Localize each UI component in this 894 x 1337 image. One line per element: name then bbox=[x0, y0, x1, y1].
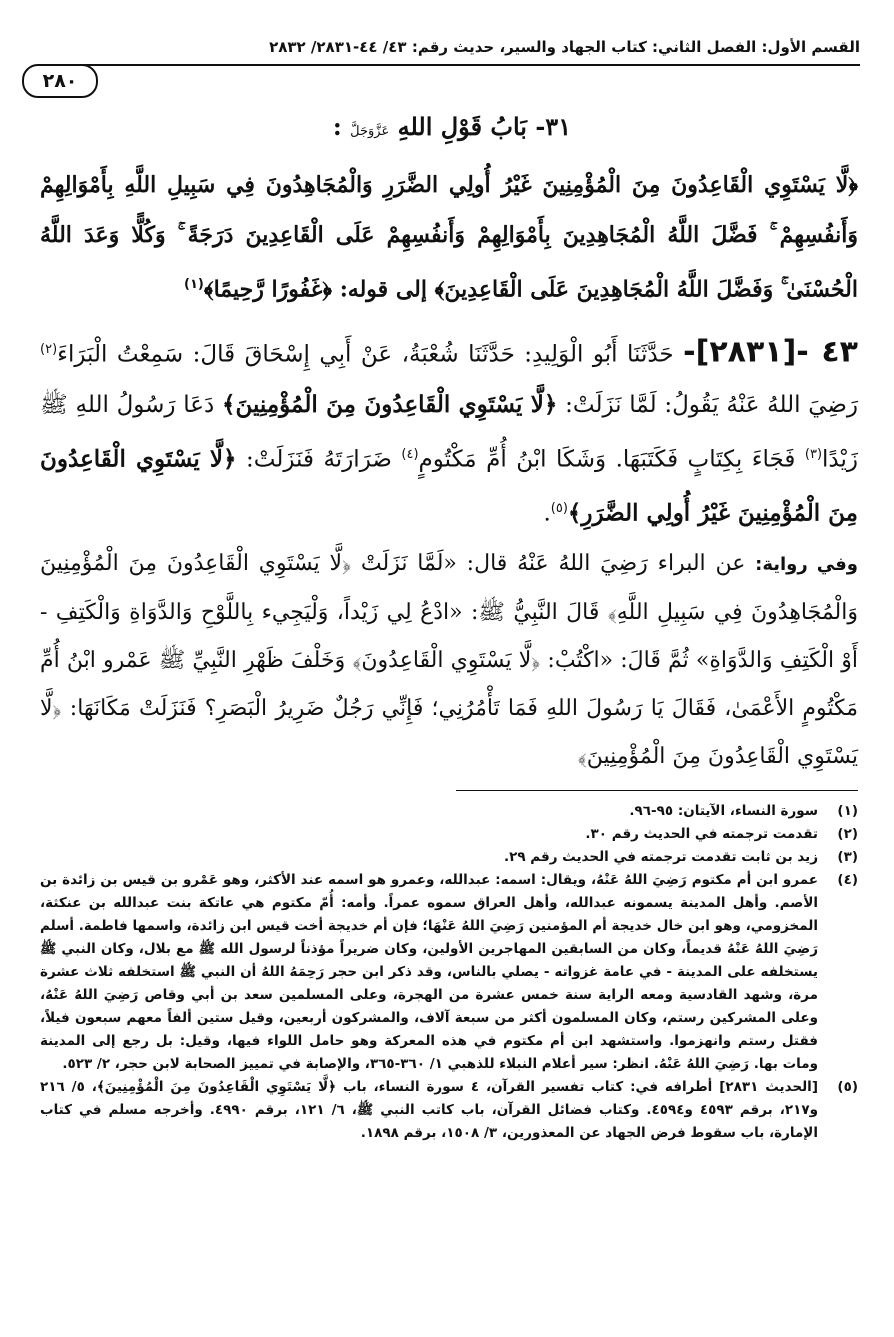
hadith-part-1: حَدَّثَنَا أَبُو الْوَلِيدِ: حَدَّثَنَا شُعْبَةُ، عَنْ أَبِي إِسْحَاقَ قَالَ: سَمِعْتُ الْبَرَاءَ bbox=[57, 341, 674, 368]
hadith-part-4: فَجَاءَ بِكِتَابٍ فَكَتَبَهَا. وَشَكَا ابْنُ أُمِّ مَكْتُومٍ bbox=[418, 446, 796, 473]
header-rule bbox=[80, 64, 860, 66]
footnote-ref-3[interactable]: (٣) bbox=[804, 446, 823, 462]
variant-narration bbox=[40, 540, 858, 785]
hadith-quote-1: ﴿لَّا يَسْتَوِي الْقَاعِدُونَ مِنَ الْمُؤْمِنِينَ﴾ bbox=[221, 390, 558, 418]
footnote bbox=[40, 823, 858, 846]
footnote-number: (١) bbox=[837, 803, 858, 819]
hadith-quote-2: ﴿لَّا يَسْتَوِي الْقَاعِدُونَ مِنَ الْمُؤْمِنِينَ غَيْرُ أُولِي الضَّرَرِ﴾ bbox=[40, 445, 858, 527]
footnote-ref-5[interactable]: (٥) bbox=[550, 501, 568, 517]
footnote-text: عمرو ابن أم مكتوم رَضِيَ اللهُ عَنْهُ، ويقال: اسمه: عبدالله، وعمرو هو اسمه عند الأكثر، وهو عَمْرو بن قيس بن زائدة بن الأصم. وأهل المدينة يسمونه عبدالله، وأهل العراق سموه عمراً. وأمه: أُمّ مكتوم هي عاتكة بنت عبدالله بن عنكثة، المخزومي، وهو ابن خال خديجة أم المؤمنين رَضِيَ اللهُ عَنْهَا؛ فإن أم خديجة أخت قيس ابن زائدة، واسمها فاطمة. أسلم رَضِيَ اللهُ عَنْهُ قديماً، وكان من السابقين المهاجرين الأولين، وكان ضريراً مؤذناً لرسول الله ﷺ مع بلال، وكان النبي ﷺ يستخلفه على المدينة - في عامة غزواته - يصلي بالناس، وقد ذكر ابن حجر رَحِمَهُ اللهُ أن النبي ﷺ استخلفه ثلاث عشرة مرة، وشهد القادسية ومعه الراية سنة خمس عشرة من الهجرة، وعلى المسلمين سعد بن أبي وقاص رَضِيَ اللهُ عَنْهُ، وعلى المشركين رستم، وكان المسلمون أكثر من سبعة آلاف، والمشركون أربعين، وقيل ستين ألفاً معهم سبعون فيلاً، فقتل رستم وانهزموا. واستشهد ابن أم مكتوم في هذه المعركة وهو حامل اللواء فيها، وقيل: بل رجع إلى المدينة ومات بها. رَضِيَ اللهُ عَنْهُ. انظر: سير أعلام النبلاء للذهبي ١/ ٣٦٠-٣٦٥، والإصابة في تمييز الصحابة لابن حجر، ٢/ ٥٢٣. bbox=[40, 872, 818, 1072]
footnote-number: (٤) bbox=[837, 872, 858, 888]
footnote-ref-1[interactable]: (١) bbox=[184, 277, 204, 292]
footnote bbox=[40, 1076, 858, 1145]
footnote-text: [الحديث ٢٨٣١] أطرافه في: كتاب تفسير القرآن، ٤ سورة النساء، باب ﴿لَّا يَسْتَوِي الْقَاعِدُونَ مِنَ الْمُؤْمِنِينَ﴾، ٥/ ٢١٦ و٢١٧، برقم ٤٥٩٣ و٤٥٩٤. وكتاب فضائل القرآن، باب كاتب النبي ﷺ، ٦/ ١٢١، برقم ٤٩٩٠. وأخرجه مسلم في كتاب الإمارة، باب سقوط فرض الجهاد عن المعذورين، ٣/ ١٥٠٨، برقم ١٨٩٨. bbox=[40, 1079, 819, 1141]
footnote bbox=[40, 869, 858, 1076]
footnote bbox=[40, 846, 858, 869]
footnote bbox=[40, 800, 858, 823]
hadith-part-5: ضَرَارَتَهُ فَنَزَلَتْ: bbox=[246, 446, 392, 473]
hadith-part-2: رَضِيَ اللهُ عَنْهُ يَقُولُ: لَمَّا نَزَلَتْ: bbox=[565, 391, 859, 418]
narration-lead: وفي رواية: bbox=[755, 554, 858, 575]
running-header: القسم الأول: الفصل الثاني: كتاب الجهاد والسير، حديث رقم: ٤٣/ ٤٤-٢٨٣١/ ٢٨٣٢ bbox=[269, 38, 860, 56]
page-number-badge: ٢٨٠ bbox=[22, 64, 98, 98]
footnotes bbox=[40, 800, 858, 1307]
footnote-text: سورة النساء، الآيتان: ٩٥-٩٦. bbox=[629, 803, 818, 819]
hadith-part-3: دَعَا رَسُولُ اللهِ ﷺ زَيْدًا bbox=[40, 391, 859, 473]
footnote-text: زيد بن ثابت تقدمت ترجمته في الحديث رقم ٢٩. bbox=[503, 849, 818, 865]
footnote-number: (٥) bbox=[837, 1079, 858, 1095]
hadith-text bbox=[40, 325, 858, 525]
footnote-number: (٣) bbox=[837, 849, 858, 865]
footnote-text: تقدمت ترجمته في الحديث رقم ٣٠. bbox=[585, 826, 818, 842]
chapter-title bbox=[300, 112, 604, 150]
chapter-title-text: ٣١- بَابُ قَوْلِ اللهِ bbox=[397, 112, 572, 141]
narration-text: عن البراء رَضِيَ اللهُ عَنْهُ قال: «لَمَّا نَزَلَتْ ﴿لَّا يَسْتَوِي الْقَاعِدُونَ مِنَ الْمُؤْمِنِينَ وَالْمُجَاهِدُونَ فِي سَبِيلِ اللَّهِ﴾ قَالَ النَّبِيُّ ﷺ: «ادْعُ لِي زَيْداً، وَلْيَجِيء بِاللَّوْحِ وَالدَّوَاةِ وَالْكَتِفِ - أَوْ الْكَتِفِ وَالدَّوَاةِ» ثُمَّ قَالَ: «اكْتُبْ: ﴿لَّا يَسْتَوِي الْقَاعِدُونَ﴾ وَخَلْفَ ظَهْرِ النَّبِيِّ ﷺ عَمْرو ابْنُ أُمِّ مَكْتُومٍ الأَعْمَىٰ، فَقَالَ يَا رَسُولَ اللهِ فَمَا تَأْمُرُنِي؛ فَإِنِّي رَجُلٌ ضَرِيرُ الْبَصَرِ؟ فَنَزَلَتْ مَكَانَهَا: ﴿لَّا يَسْتَوِي الْقَاعِدُونَ مِنَ الْمُؤْمِنِينَ﴾ bbox=[40, 551, 858, 769]
footnote-ref-2[interactable]: (٢) bbox=[40, 342, 58, 357]
footnote-number: (٢) bbox=[837, 826, 858, 842]
chapter-honorific: عَزَّوَجَلَّ bbox=[350, 124, 390, 139]
hadith-number: ٤٣ -[٢٨٣١]- bbox=[683, 334, 858, 370]
quran-verse-block bbox=[40, 160, 858, 310]
verse-text: ﴿لَّا يَسْتَوِي الْقَاعِدُونَ مِنَ الْمُؤْمِنِينَ غَيْرُ أُولِي الضَّرَرِ وَالْمُجَاهِدُونَ فِي سَبِيلِ اللَّهِ بِأَمْوَالِهِمْ وَأَنفُسِهِمْ ۚ فَضَّلَ اللَّهُ الْمُجَاهِدِينَ بِأَمْوَالِهِمْ وَأَنفُسِهِمْ عَلَى الْقَاعِدِينَ دَرَجَةً ۚ وَكُلًّا وَعَدَ اللَّهُ الْحُسْنَىٰ ۚ وَفَضَّلَ اللَّهُ الْمُجَاهِدِينَ عَلَى الْقَاعِدِينَ﴾ إلى قوله: ﴿غَفُورًا رَّحِيمًا﴾ bbox=[40, 172, 858, 303]
chapter-colon: : bbox=[332, 112, 342, 141]
footnote-ref-4[interactable]: (٤) bbox=[401, 446, 419, 462]
hadith-end: . bbox=[543, 500, 551, 527]
footnote-divider bbox=[456, 790, 858, 791]
